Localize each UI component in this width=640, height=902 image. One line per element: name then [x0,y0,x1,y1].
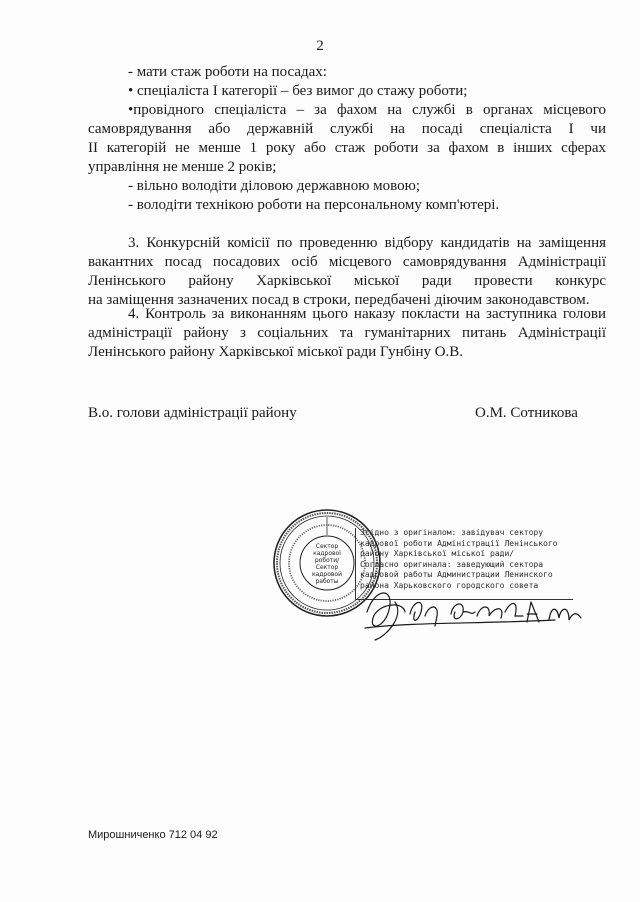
cert-line-4: Согласно оригинала: заведующий сектора [360,559,544,569]
paragraph-4-line-1: 4. Контроль за виконанням цього наказу покласти на заступника голови [128,306,606,322]
seal-center-line-4: Сектор [315,564,339,571]
requirement-item-2-text: провідного спеціаліста – за фахом на службі в органах місцевого [133,102,606,118]
cert-line-6: района Харьковского городского совета [360,580,539,590]
bullet-icon: • [128,83,138,99]
seal-center-line-2: кадрової [313,550,341,557]
paragraph-4-line-2: адміністрації району з соціальних та гуманітарних питань Адміністрації [88,325,606,341]
requirement-item-2-line-3: ІІ категорій не менше 1 року або стаж роботи за фахом в інших сферах [88,140,606,156]
requirement-item-1-text: спеціаліста І категорії – без вимог до стажу роботи; [137,83,468,99]
paragraph-3-line-3: Ленінського району Харківської міської ради провести конкурс [88,273,606,289]
seal-center-line-3: роботи/ [314,557,340,564]
requirement-item-2-line-4: управління не менше 2 років; [88,159,277,175]
page-number: 2 [316,38,324,54]
seal-center-line-6: работы [315,578,339,585]
footer-contact: Мирошниченко 712 04 92 [88,829,218,841]
paragraph-3-line-4: на заміщення зазначених посад в строки, передбачені діючим законодавством. [88,292,590,308]
requirement-language: - вільно володіти діловою державною мовою; [128,178,421,194]
requirement-item-1 [128,82,467,101]
requirement-experience: - мати стаж роботи на посадах: [128,64,327,80]
seal-center-line-1: Сектор [315,543,339,550]
cert-line-5: кадровой работы Администрации Ленинского [360,570,553,579]
requirement-item-2-line-2: самоврядування або державній службі на посаді спеціаліста І чи [88,121,606,137]
requirement-computer: - володіти технікою роботи на персональному комп'ютері. [128,197,500,213]
paragraph-3-line-1: 3. Конкурсній комісії по проведенню відбору кандидатів на заміщення [128,235,606,251]
paragraph-3-line-2: вакантних посад посадових осіб місцевого самоврядування Адміністрації [88,254,606,270]
requirement-item-2-line-1 [128,101,606,120]
paragraph-4-line-3: Ленінського району Харківської міської ради Гунбіну О.В. [88,344,464,360]
handwritten-signature-icon [355,582,585,644]
seal-center-line-5: кадровой [311,571,343,578]
signatory-position: В.о. голови адміністрації району [88,405,297,421]
bullet-icon: • [128,102,134,118]
cert-line-3: району Харківської міської ради/ [360,549,515,558]
cert-line-1: Згідно з оригіналом: завідувач сектору [360,528,544,537]
signatory-name: О.М. Сотникова [475,405,578,421]
cert-line-2: кадрової роботи Адміністрації Ленінського [360,538,558,548]
